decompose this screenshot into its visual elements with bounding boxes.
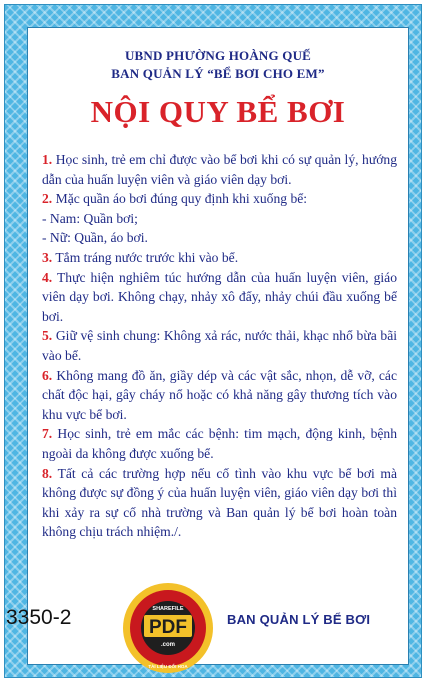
rule-subitem xyxy=(42,209,397,229)
rule-text: Học sinh, trẻ em chỉ được vào bể bơi khi có sự quản lý, hướng dẫn của huấn luyện viên và giáo viên dạy bơi. xyxy=(42,152,397,187)
sharefile-pdf-logo xyxy=(122,582,214,674)
document-code: 3350-2 xyxy=(6,606,72,629)
rule-number: 3. xyxy=(42,249,53,265)
rule-subitem xyxy=(42,228,397,248)
rule-text: - Nam: Quần bơi; xyxy=(42,210,138,226)
org-line-2: BAN QUẢN LÝ “BỂ BƠI CHO EM” xyxy=(111,66,325,81)
rule-number: 1. xyxy=(42,152,53,167)
rule-item xyxy=(42,424,397,463)
page-title: NỘI QUY BỂ BƠI xyxy=(90,94,346,129)
badge-main-text: PDF xyxy=(149,617,187,638)
rule-number: 8. xyxy=(42,465,53,481)
badge-ring-text: TÀI LIỆU ĐỔI HOA xyxy=(148,664,188,669)
rule-text: - Nữ: Quần, áo bơi. xyxy=(42,230,148,246)
rule-item xyxy=(42,248,397,268)
org-line-1: UBND PHƯỜNG HOÀNG QUẾ xyxy=(124,48,312,63)
rule-number: 5. xyxy=(42,328,53,344)
rule-text: Tắm tráng nước trước khi vào bể. xyxy=(52,249,239,265)
rule-number: 6. xyxy=(42,367,53,383)
notice-board xyxy=(27,27,409,665)
rule-text: Mặc quần áo bơi đúng quy định khi xuống bể: xyxy=(52,191,308,207)
badge-top-text: SHAREFILE xyxy=(152,606,184,612)
management-signature: BAN QUẢN LÝ BỂ BƠI xyxy=(227,612,371,627)
rule-number: 2. xyxy=(42,191,53,207)
rule-text: Thực hiện nghiêm túc hướng dẫn của huấn luyện viên, giáo viên dạy bơi. Không chạy, nhảy xô đẩy, nhảy chúi đầu xuống bể bơi. xyxy=(42,269,397,324)
badge-domain-text: .com xyxy=(160,642,176,648)
rule-text: Tất cả các trường hợp nếu cố tình vào khu vực bể bơi mà không được sự đồng ý của huấn luyện viên, giáo viên dạy bơi thì khi xảy ra sự cố nhà trường và Ban quản lý bể bơi hoàn toàn không chịu trách nhiệm./. xyxy=(42,465,397,540)
rule-item xyxy=(42,189,397,209)
rule-text: Không mang đồ ăn, giầy dép và các vật sắc, nhọn, dễ vỡ, các chất độc hại, gây cháy nổ hoặc có khả năng gây thương tích vào khu vực bể bơi. xyxy=(42,367,397,422)
rule-number: 7. xyxy=(42,426,53,442)
rule-item xyxy=(42,366,397,425)
rule-text: Học sinh, trẻ em mắc các bệnh: tim mạch, động kinh, bệnh ngoài da không được xuống bể. xyxy=(42,426,397,461)
rule-item xyxy=(42,268,397,327)
rules-list xyxy=(42,150,397,542)
rule-item xyxy=(42,150,397,189)
rule-text: Giữ vệ sinh chung: Không xả rác, nước thải, khạc nhổ bừa bãi vào bể. xyxy=(42,328,397,363)
rule-item xyxy=(42,326,397,365)
rule-item xyxy=(42,464,397,542)
rule-number: 4. xyxy=(42,269,53,285)
decorative-border xyxy=(4,4,422,678)
